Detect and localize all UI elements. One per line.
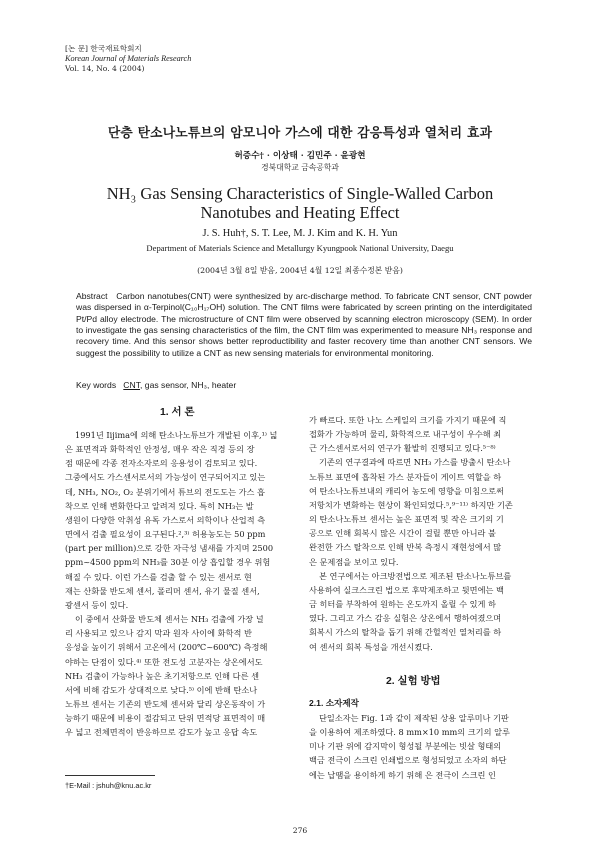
journal-name-korean: [논 문] 한국재료학회지 — [65, 44, 142, 53]
text-line: 완전한 가스 탈착으로 인해 반복 측정시 재현성에서 많 — [309, 542, 502, 553]
english-affiliation: Department of Materials Science and Metallurgy Kyungpook National University, Daegu — [146, 243, 454, 253]
text-line: 공으로 인해 회복시 많은 시간이 걸릴 뿐만 아니라 불 — [309, 528, 496, 539]
text-line: 이 중에서 산화물 반도체 센서는 NH₃ 검출에 가장 널 — [75, 614, 264, 625]
text-line: 금 히터를 부착하여 원하는 온도까지 올릴 수 있게 하 — [309, 599, 496, 610]
text-line: 야하는 단점이 있다.⁴⁾ 또한 전도성 고분자는 상온에서도 — [65, 656, 263, 667]
footnote-rule — [65, 775, 155, 776]
text-line: 저항치가 변화하는 현상이 확인되었다.⁵,⁹⁻¹¹⁾ 하지만 기존 — [309, 499, 513, 510]
text-line: 재는 산화물 반도체 센서, 폴리머 센서, 유기 물질 센서, — [65, 585, 260, 596]
text-line: 은 문제점을 보이고 있다. — [309, 556, 399, 567]
text-line: ppm~4500 ppm의 NH₃를 30분 이상 흡입할 경우 위험 — [65, 557, 271, 568]
text-line: 점 때문에 각종 전자소자로의 응용성이 검토되고 있다. — [65, 458, 258, 469]
english-title — [0, 184, 600, 222]
text-line: 은 표면적과 화학적인 안정성, 매우 작은 직경 등의 장 — [65, 444, 255, 455]
text-line: 그중에서도 가스센서로서의 가능성이 연구되어지고 있는 — [65, 472, 266, 483]
subsection-2-1-title: 2.1. 소자제작 — [309, 698, 359, 708]
text-line: 착으로 인해 변화한다고 알려져 있다. 특히 NH₃는 발 — [65, 500, 254, 511]
page-number: 276 — [292, 826, 308, 835]
text-line: 회복시 가스의 탈착을 돕기 위해 간헐적인 열처리를 하 — [309, 627, 502, 638]
text-line: 능하기 때문에 비용이 절감되고 단위 면적당 표면적이 매 — [65, 713, 266, 724]
text-line: 여 탄소나노튜브내의 캐리어 농도에 영향을 미침으로써 — [309, 485, 504, 496]
text-line: 1991년 Iijima에 의해 탄소나노튜브가 개발된 이후,¹⁾ 넓 — [75, 430, 278, 440]
english-authors: J. S. Huh†, S. T. Lee, M. J. Kim and K. H. Yun — [202, 228, 398, 239]
text-line: 데, NH₃, NO₂, O₂ 분위기에서 튜브의 전도도는 가스 흡 — [65, 486, 265, 497]
keywords-label: Key words — [76, 380, 117, 390]
text-line: 여 센서의 회복 특성을 개선시켰다. — [309, 641, 433, 652]
english-title-line2: Nanotubes and Heating Effect — [200, 203, 400, 222]
text-line: 광센서 등이 있다. — [65, 599, 129, 610]
section-2-title: 2. 실험 방법 — [386, 676, 441, 687]
text-line: 였다. 그리고 가스 감응 실험은 상온에서 행하여졌으며 — [309, 613, 502, 624]
english-title-line1: NH₃ Gas Sensing Characteristics of Single-Walled Carbon — [106, 184, 494, 203]
footnote-email: †E-Mail : jshuh@knu.ac.kr — [65, 781, 152, 790]
keywords: Key words CNT, gas sensor, NH₃, heater — [76, 380, 237, 390]
text-line: 가 빠르다. 또한 나노 스케일의 크기를 가지기 때문에 직 — [309, 415, 507, 425]
abstract-label: Abstract — [76, 291, 108, 301]
text-line: 서에 비해 감도가 상대적으로 낮다.⁵⁾ 이에 반해 탄소나 — [65, 684, 258, 695]
abstract-text: Carbon nanotubes(CNT) were synthesized by arc-discharge method. To fabricate CNT sensor, CNT powder was dispersed in α-Terpinol(C₁₀H₁₇OH) solution. The CNT films were fabricated by screen printing on the interdigitated Pt/Pd alloy electrode. The microstructure of CNT film were observed by scanning electron microscopy (SEM). In order to investigate the gas sensing characteristics of the film, the CNT film was experimented to measure NH₃ response and recovery time. And this sensor shows better reproductibility and faster recovery time than another CNT sensors. We suggest the possibility to utilize a CNT as new sensing materials for environmental monitoring. — [76, 291, 532, 358]
text-line: 면에서 검출 필요성이 요구된다.²,³⁾ 허용농도는 50 ppm — [65, 529, 266, 540]
journal-header — [65, 44, 191, 74]
text-line: 해질 수 있다. 이런 가스를 검출 할 수 있는 센서로 현 — [65, 571, 252, 582]
text-line: 응성을 높이기 위해서 고온에서 (200℃~600℃) 측정해 — [65, 642, 268, 653]
text-line: (part per million)으로 강한 자극성 냄새를 가지며 2500 — [65, 543, 274, 554]
text-line: 을 이용하여 제조하였다. 8 mm×10 mm의 크기의 알루 — [309, 727, 510, 738]
section-1-title: 1. 서 론 — [160, 407, 195, 418]
text-line: 리 사용되고 있으나 감지 막과 원자 사이에 화학적 반 — [65, 628, 252, 639]
keyword-rest: gas sensor, NH₃, heater — [144, 380, 237, 390]
korean-authors: 허증수† · 이상태 · 김민주 · 윤광현 — [234, 151, 366, 161]
text-line: 의 탄소나노튜브 센서는 높은 표면적 및 작은 크기의 기 — [309, 514, 504, 525]
text-line: 본 연구에서는 아크방전법으로 제조된 탄소나노튜브를 — [319, 570, 512, 581]
keyword-cnt: CNT — [123, 380, 141, 390]
text-line: 단일소자는 Fig. 1과 같이 제작된 상용 알루미나 기판 — [319, 713, 509, 723]
text-line: NH₃ 검출이 가능하나 높은 초기저항으로 인해 다른 센 — [65, 670, 259, 681]
text-line: 사용하여 실크스크린 법으로 후막제조하고 뒷면에는 백 — [309, 584, 504, 595]
journal-name-english: Korean Journal of Materials Research — [65, 54, 192, 63]
text-line: 노튜브 센서는 기존의 반도체 센서와 달리 상온동작이 가 — [65, 698, 266, 709]
text-line: 근 가스센서로서의 연구가 활발히 진행되고 있다.⁵⁻⁸⁾ — [309, 443, 496, 454]
text-line: 기존의 연구결과에 따르면 NH₃ 가스를 방출시 탄소나 — [319, 457, 511, 468]
text-line: 노튜브 표면에 흡착된 가스 분자들이 게이트 역할을 하 — [309, 471, 502, 482]
journal-volume: Vol. 14, No. 4 (2004) — [65, 64, 145, 73]
text-line: 접화가 가능하며 물리, 화학적으로 내구성이 우수해 최 — [309, 429, 502, 440]
left-column — [65, 428, 290, 739]
text-line: 에는 납땜을 용이하게 하기 위해 은 전극이 스크린 인 — [309, 769, 496, 780]
korean-title: 단층 탄소나노튜브의 암모니아 가스에 대한 감응특성과 열처리 효과 — [107, 126, 493, 141]
right-column-b — [309, 711, 534, 782]
text-line: 우 넓고 전체면적이 반응하므로 감도가 높고 응답 속도 — [65, 727, 258, 738]
text-line: 생원이 다양한 악취성 유독 가스로서 의학이나 산업적 측 — [65, 514, 266, 525]
received-dates: (2004년 3월 8일 받음, 2004년 4월 12일 최종수정본 받음) — [197, 266, 403, 275]
text-line: 미나 기판 위에 감지막이 형성될 부분에는 빗살 형태의 — [309, 741, 502, 752]
text-line: 백금 전극이 스크린 인쇄법으로 형성되었고 소자의 하단 — [309, 755, 507, 766]
abstract — [76, 291, 532, 359]
right-column-a — [309, 413, 534, 654]
korean-affiliation: 경북대학교 금속공학과 — [261, 163, 339, 172]
